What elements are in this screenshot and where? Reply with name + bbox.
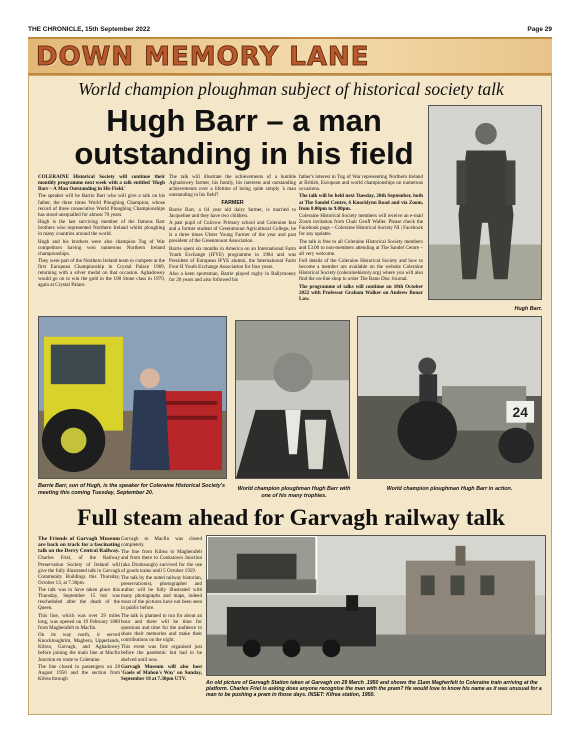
story1-col3-p1: father's interest in Tug of War representing Northern Ireland at British, European and world championships on numerous occasions.	[299, 174, 423, 193]
story2-col1-p1: The Friends of Garvagh Museum are back on track for a fascinating talk on the Derry Central Railway.	[38, 536, 120, 555]
caption-tractor: Barrie Barr, son of Hugh, is the speaker for Coleraine Historical Society's meeting this coming Tuesday, September 20.	[38, 483, 226, 496]
story1-col3-p4: Full details of the Coleraine Historical Society and how to become a member are available on the website Coleraine Historical Society (colerainehistory.org) where you will also find the on-line shop to order The Bann Disc Journal.	[299, 257, 423, 283]
story2-col1-p6: The line closed to passengers on 28 August 1950 and the section from Kilrea through	[38, 663, 120, 682]
story1-headline-line1: Hugh Barr – a man	[106, 103, 382, 138]
story1-col2-p5: Also a keen sportsman, Barrie played rugby in Ballymoney for 20 years and also followed his	[169, 271, 296, 284]
publication-name: THE CHRONICLE, 15th September 2022	[28, 26, 151, 33]
story2-headline: Full steam ahead for Garvagh railway talk	[77, 505, 505, 531]
story1-col1-p5: They were part of the Northern Ireland team to compete at the first European Championship in Crystal Palace 1969, returning with a silver medal on that occasion. Aghadowey would go on to win the gold in the 100 Stone class in 1970, again at Crystal Palace.	[38, 257, 165, 289]
page-number: Page 29	[527, 26, 552, 33]
tractor-photo	[38, 316, 227, 479]
story1-headline	[64, 104, 424, 170]
story2-col1-p2: Charles Friel, of the Railway Preservation Society of Ireland will give the fully illustrated talk in Garvagh Community Buildings this Thursday, October 13, at 7.30pm.	[38, 555, 120, 586]
story1-col2-p4: Barrie spent six months in America on an International Farm Youth Exchange (IFYE) programme in 1984 and was President of European IFYE alumni, the International Farm Four H Youth Exchange Association for four years.	[169, 245, 296, 270]
story1-col2-p2: Barrie Barr, a 64 year old dairy farmer, is married to Jacqueline and they have two children.	[169, 206, 296, 219]
story1-subheadline: World champion ploughman subject of historical society talk	[78, 79, 504, 99]
story1-col3-p3: The talk is free to all Coleraine Historical Society members and £3.00 to non-members attending at The Sandel Centre – all very welcome.	[299, 238, 423, 257]
story2-col1-p5: On its way north, it served Knockloughrim, Maghera, Upperlands, Kilrea, Garvagh, and Aghadowey before joining the main line at Macfin Junction en route to Coleraine.	[38, 632, 120, 663]
story1-column-2	[169, 174, 296, 285]
story1-col1-p2: The speaker will be Barrie Barr who will give a talk on his father, the three times World Ploughing Champion, whose record of three consecutive World Ploughing Championships has stood unequalled for almost 70 years.	[38, 193, 165, 218]
story2-col2-p4: The talk is planned to run for about an hour and there will be time for questions and time for the audience to share their memories and make their contributions on the night.	[121, 612, 202, 644]
section-banner-title: DOWN MEMORY LANE	[36, 42, 370, 72]
story1-column-1	[38, 174, 165, 290]
story1-crosshead: FARMER	[221, 199, 244, 206]
hugh-barr-portrait-photo	[428, 105, 542, 300]
story2-col2-p3: The talk by the noted railway historian, preservationist, photographer and author will be fully illustrated with many photographs and maps, indeed most of the pictures have not been seen in public before.	[121, 574, 202, 612]
caption-portrait: Hugh Barr.	[514, 306, 542, 312]
story1-col3-event: The talk will be held next Tuesday, 20th September, both at The Sandel Centre, 6 Knocklynn Road and via Zoom, from 8.00pm to 9.00pm.	[299, 193, 423, 212]
caption-station: An old picture of Garvagh Station taken at Garvagh on 29 March .1950 and shows the 11am Magherfelt to Coleraine train arriving at the platform. Charles Friel is asking does anyone recognise the man with the pram? He would love to know his name as it was unusual for a man to be pushing a pram in those days. INSET: Kilrea station, 1950.	[206, 680, 542, 699]
ploughing-action-photo	[357, 316, 542, 479]
tractor-number-plate: 24	[512, 403, 528, 420]
story1-column-3	[299, 174, 423, 303]
story2-col2-p2: The line from Kilrea to Magherafelt and from there to Cookstown Junction (aka Drumsough) survived for the use of goods trains until 5 October 1959.	[121, 549, 202, 574]
story2-column-1	[38, 536, 120, 683]
garvagh-station-photo	[206, 535, 546, 676]
caption-action: World champion ploughman Hugh Barr in action.	[386, 486, 513, 492]
story1-col1-p3: Hugh is the last surviving member of the famous Barr brothers who represented Northern Ireland whilst ploughing in many countries around the world.	[38, 219, 165, 238]
story2-col2-p1: Garvagh to Macfin was closed completely.	[121, 536, 202, 549]
story2-col2-p5: This event was first organised just before the pandemic but had to be shelved until now.	[121, 644, 202, 663]
story2-col1-p4: This line, which was over 29 miles long, was opened on 19 February 1880 from Magherafelt to Macfin.	[38, 612, 120, 631]
story1-col3-next-talk: The programme of talks will continue on 18th October 2022 with Professor Graham Walker on Andrew Bonar Law.	[299, 283, 423, 302]
caption-trophies: World champion ploughman Hugh Barr with one of his many trophies.	[237, 486, 351, 499]
story1-col2-p1: The talk will illustrate the achievements of a humble Aghadowey farmer, his family, his interests and outstanding achievements over a lifetime of being quite simply 'a man outstanding in his field'!	[169, 174, 296, 199]
story2-col1-p3: The talk was to have taken place this Thursday, September 15 but was rescheduled after the death of the Queen.	[38, 587, 120, 612]
story1-col2-p3: A past pupil of Culcrow Primary school and Coleraine Inst and a former student of Greenmount Agricultural College, he is a three times Ulster Young Farmer of the year and past president of the Greenmount Association.	[169, 220, 296, 245]
story1-col3-p2: Coleraine Historical Society members will receive an e-mail Zoom invitation from Chair Geoff Waller. Please check the Facebook page – Coleraine Historical Society NI | Facebook for any updates.	[299, 212, 423, 238]
story2-col2-event: Garvagh Museum will also host 'Gaels of Mahon's Way' on Sunday, September 18 at 7.30pm UTV.	[121, 663, 202, 682]
section-banner	[28, 37, 552, 75]
story1-headline-line2: outstanding in his field	[74, 136, 414, 171]
story1-col1-p4: Hugh and his brothers were also champion Tug of War competitors having won numerous Northern Ireland championships.	[38, 238, 165, 257]
story1-col1-p1: COLERAINE Historical Society will continue their monthly programme next week with a talk entitled 'Hugh Barr – A Man Outstanding in His Field.'	[38, 174, 165, 193]
trophy-photo	[235, 320, 350, 479]
story2-column-2	[121, 536, 202, 683]
page-header-bar	[28, 26, 552, 36]
